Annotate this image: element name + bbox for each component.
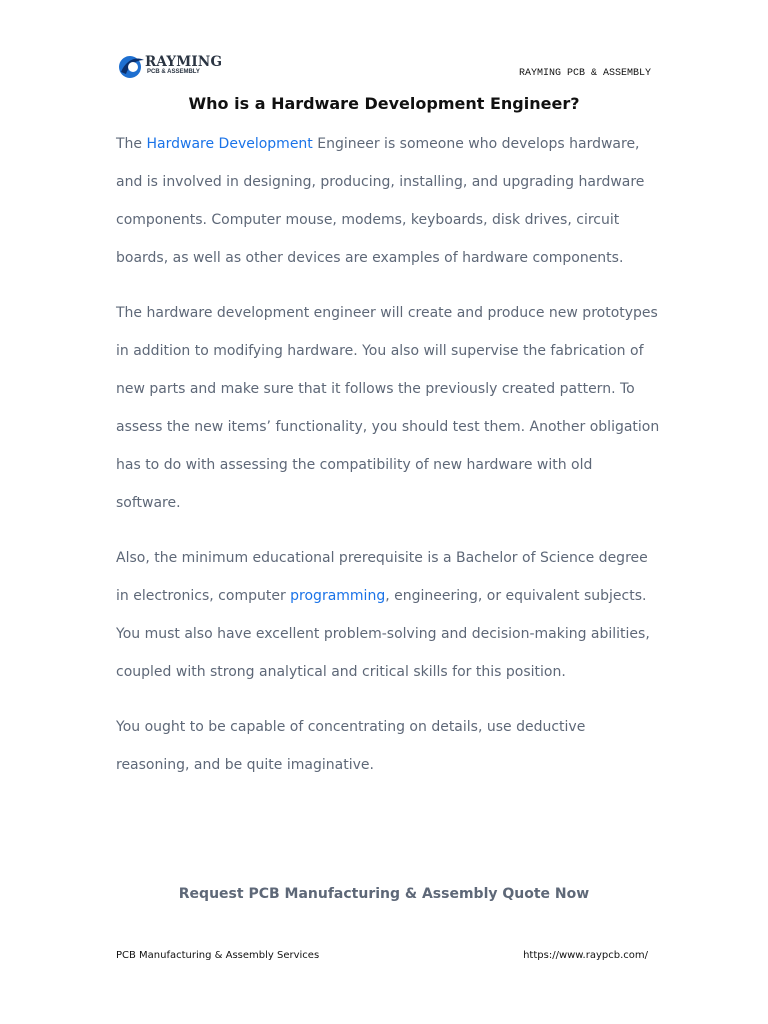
footer-services: PCB Manufacturing & Assembly Services bbox=[116, 950, 320, 961]
page-title: Who is a Hardware Development Engineer? bbox=[188, 94, 580, 113]
article-body bbox=[116, 125, 661, 801]
paragraph-1 bbox=[116, 125, 661, 277]
header-company-name: RAYMING PCB & ASSEMBLY bbox=[518, 68, 651, 79]
paragraph-3-text-after: , engineering, or equivalent subjects. You must also have excellent problem-solving and decision-making abilities, coupled with strong analytical and critical skills for this position. bbox=[116, 588, 650, 680]
paragraph-4: You ought to be capable of concentrating on details, use deductive reasoning, and be quite imaginative. bbox=[116, 719, 586, 773]
logo-name: RAYMING bbox=[145, 54, 223, 70]
paragraph-1-text-before: The bbox=[116, 136, 147, 152]
paragraph-1-text-after: Engineer is someone who develops hardware, and is involved in designing, producing, installing, and upgrading hardware components. Computer mouse, modems, keyboards, disk drives, circuit boards, as well as other devices are examples of hardware components. bbox=[116, 136, 645, 266]
programming-link[interactable]: programming bbox=[290, 588, 386, 604]
hardware-development-link[interactable]: Hardware Development bbox=[146, 136, 313, 152]
rayming-logo-icon bbox=[116, 52, 146, 82]
paragraph-3-text-before: Also, the minimum educational prerequisite is a Bachelor of Science degree in electronics, computer bbox=[116, 550, 648, 604]
logo-subtitle: PCB & ASSEMBLY bbox=[147, 69, 200, 75]
paragraph-2: The hardware development engineer will create and produce new prototypes in addition to modifying hardware. You also will supervise the fabrication of new parts and make sure that it follows the previously created pattern. To assess the new items’ functionality, you should test them. Another obligation has to do with assessing the compatibility of new hardware with old software. bbox=[116, 305, 660, 511]
footer-url[interactable]: https://www.raypcb.com/ bbox=[523, 950, 648, 961]
request-quote-link[interactable]: Request PCB Manufacturing & Assembly Quote Now bbox=[178, 886, 590, 902]
company-logo bbox=[116, 52, 226, 82]
paragraph-3 bbox=[116, 539, 661, 691]
